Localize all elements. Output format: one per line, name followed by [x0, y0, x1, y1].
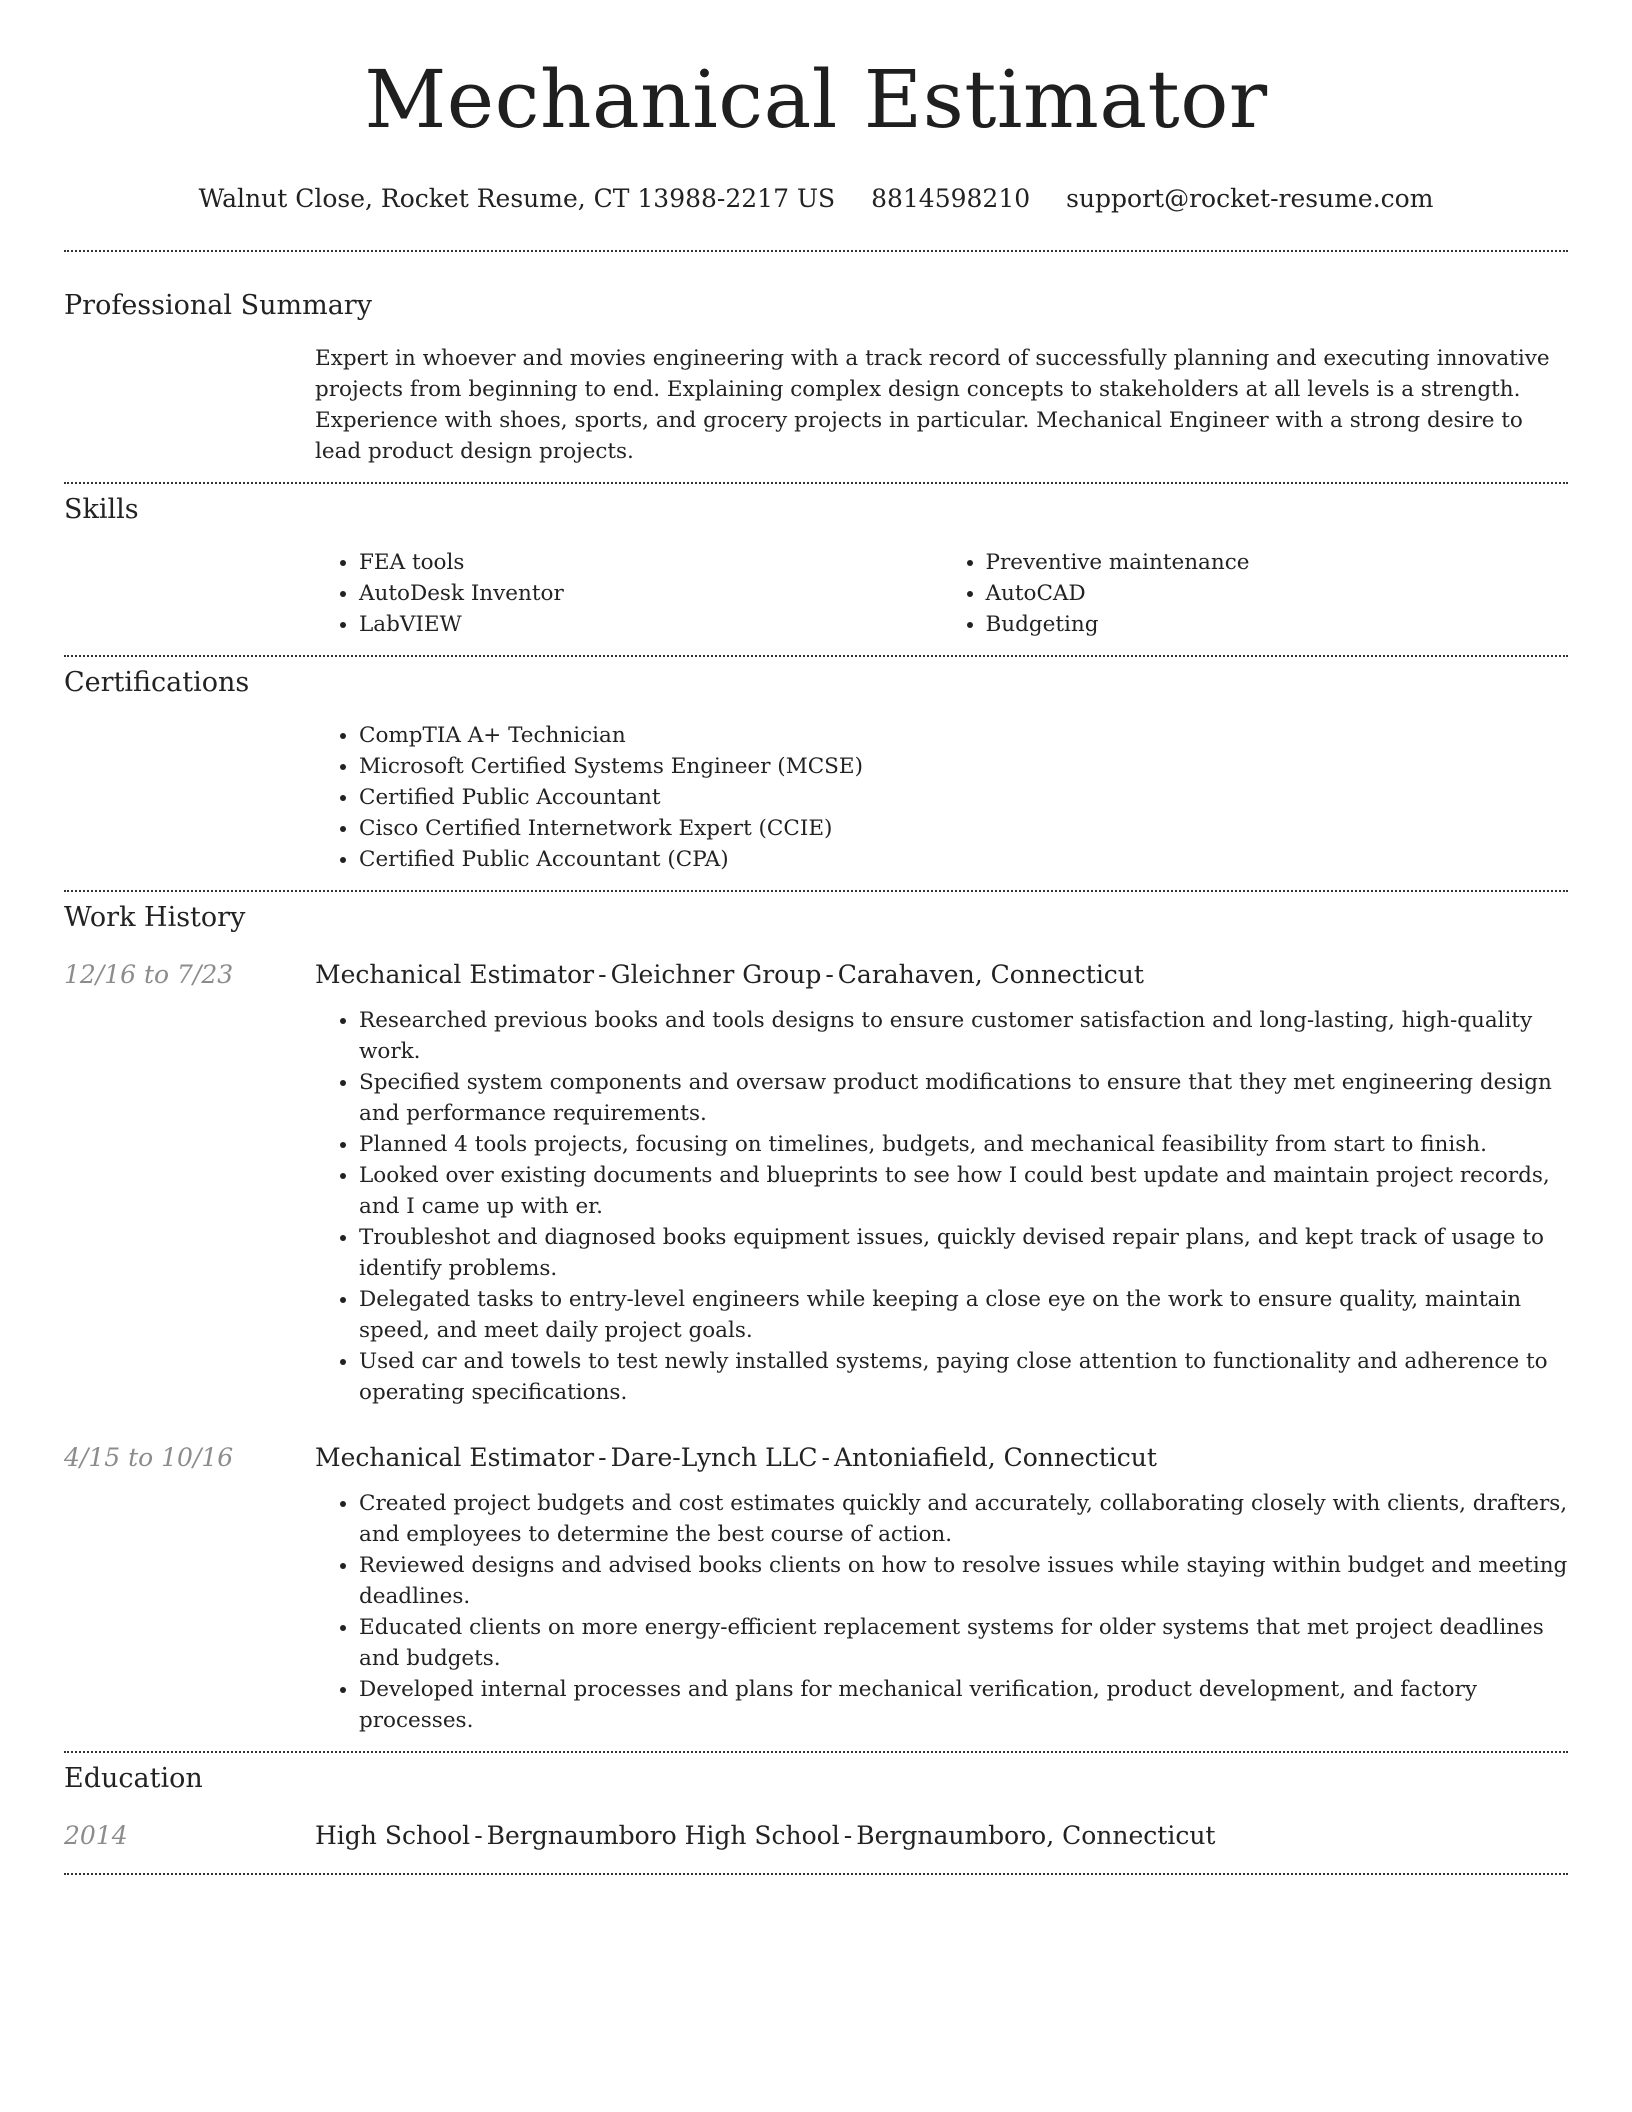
- education-degree: High School: [315, 1821, 471, 1850]
- job-location: Carahaven, Connecticut: [837, 960, 1144, 989]
- contact-email[interactable]: support@rocket-resume.com: [1066, 184, 1434, 213]
- education-row: [64, 1819, 1568, 1853]
- job-details: [315, 1488, 1568, 1736]
- education-title: Education: [64, 1763, 203, 1794]
- job-title-line: [315, 958, 1144, 992]
- skills-right-list: [942, 547, 1569, 640]
- skills-grid: [315, 547, 1568, 640]
- divider: [64, 1873, 1568, 1875]
- resume-page: [64, 0, 1568, 1875]
- divider: [64, 1751, 1568, 1753]
- certification-item: • Certified Public Accountant (CPA): [359, 844, 1568, 875]
- job-bullet: • Developed internal processes and plans for mechanical verification, product development, and factory processes.: [359, 1674, 1568, 1736]
- job-bullet: • Troubleshot and diagnosed books equipment issues, quickly devised repair plans, and kept track of usage to identify problems.: [359, 1222, 1568, 1284]
- separator: -: [843, 1821, 853, 1850]
- work-title: Work History: [64, 902, 246, 933]
- skill-item: • AutoCAD: [986, 578, 1569, 609]
- certifications-title: Certifications: [64, 667, 250, 698]
- certifications-body: [315, 720, 1568, 875]
- job-details: [315, 1005, 1568, 1408]
- candidate-name: Mechanical Estimator: [364, 53, 1268, 146]
- job-bullet: • Looked over existing documents and blueprints to see how I could best update and maintain project records, and I came up with er.: [359, 1160, 1568, 1222]
- contact-line: [64, 182, 1568, 216]
- job-entry: [64, 1441, 1568, 1736]
- job-title-line: [315, 1441, 1157, 1475]
- contact-address: Walnut Close, Rocket Resume, CT 13988-2217 US: [198, 184, 836, 213]
- contact-phone: 8814598210: [871, 184, 1031, 213]
- skill-item: • AutoDesk Inventor: [359, 578, 942, 609]
- job-role: Mechanical Estimator: [315, 960, 595, 989]
- job-bullet: • Researched previous books and tools designs to ensure customer satisfaction and long-lasting, high-quality work.: [359, 1005, 1568, 1067]
- divider: [64, 250, 1568, 252]
- job-location: Antoniafield, Connecticut: [833, 1443, 1157, 1472]
- job-entry: [64, 958, 1568, 1408]
- job-dates: 4/15 to 10/16: [64, 1443, 234, 1472]
- job-bullet: • Created project budgets and cost estimates quickly and accurately, collaborating closely with clients, drafters, and employees to determine the best course of action.: [359, 1488, 1568, 1550]
- job-bullet: • Used car and towels to test newly installed systems, paying close attention to functionality and adherence to operating specifications.: [359, 1346, 1568, 1408]
- job-bullet: • Educated clients on more energy-efficient replacement systems for older systems that met project deadlines and budgets.: [359, 1612, 1568, 1674]
- job-bullet: • Reviewed designs and advised books clients on how to resolve issues while staying within budget and meeting deadlines.: [359, 1550, 1568, 1612]
- certification-item: • Cisco Certified Internetwork Expert (CCIE): [359, 813, 1568, 844]
- skills-section: [64, 492, 1568, 640]
- certifications-list: [315, 720, 1568, 875]
- education-line: [315, 1819, 1215, 1853]
- summary-section: [64, 288, 1568, 467]
- skill-item: • Budgeting: [986, 609, 1569, 640]
- skills-left-list: [315, 547, 942, 640]
- skills-title: Skills: [64, 494, 139, 525]
- job-dates: 12/16 to 7/23: [64, 960, 234, 989]
- job-bullets: [315, 1005, 1568, 1408]
- skill-item: • LabVIEW: [359, 609, 942, 640]
- education-dates: 2014: [64, 1821, 128, 1850]
- education-school: Bergnaumboro High School: [486, 1821, 840, 1850]
- certification-item: • Certified Public Accountant: [359, 782, 1568, 813]
- job-role: Mechanical Estimator: [315, 1443, 595, 1472]
- summary-title: Professional Summary: [64, 290, 372, 321]
- separator: -: [821, 1443, 830, 1472]
- job-bullet: • Planned 4 tools projects, focusing on timelines, budgets, and mechanical feasibility from start to finish.: [359, 1129, 1568, 1160]
- skill-item: • FEA tools: [359, 547, 942, 578]
- divider: [64, 890, 1568, 892]
- education-section: [64, 1761, 1568, 1853]
- skill-item: • Preventive maintenance: [986, 547, 1569, 578]
- job-bullet: • Delegated tasks to entry-level engineers while keeping a close eye on the work to ensure quality, maintain speed, and meet daily project goals.: [359, 1284, 1568, 1346]
- job-header-row: [64, 1441, 1568, 1475]
- separator: -: [825, 960, 834, 989]
- job-bullet: • Specified system components and oversaw product modifications to ensure that they met engineering design and performance requirements.: [359, 1067, 1568, 1129]
- certification-item: • Microsoft Certified Systems Engineer (MCSE): [359, 751, 1568, 782]
- divider: [64, 482, 1568, 484]
- work-section: [64, 900, 1568, 1736]
- separator: -: [474, 1821, 483, 1850]
- separator: -: [598, 960, 607, 989]
- separator: -: [598, 1443, 607, 1472]
- certification-item: • CompTIA A+ Technician: [359, 720, 1568, 751]
- certifications-section: [64, 665, 1568, 875]
- job-header-row: [64, 958, 1568, 992]
- summary-text: Expert in whoever and movies engineering with a track record of successfully planning and executing innovative projects from beginning to end. Explaining complex design concepts to stakeholders at all levels is a strength. Experience with shoes, sports, and grocery projects in particular. Mechanical Engineer with a strong desire to lead product design projects.: [315, 346, 1550, 464]
- education-location: Bergnaumboro, Connecticut: [856, 1821, 1216, 1850]
- job-bullets: [315, 1488, 1568, 1736]
- divider: [64, 655, 1568, 657]
- job-company: Dare-Lynch LLC: [610, 1443, 818, 1472]
- job-company: Gleichner Group: [610, 960, 822, 989]
